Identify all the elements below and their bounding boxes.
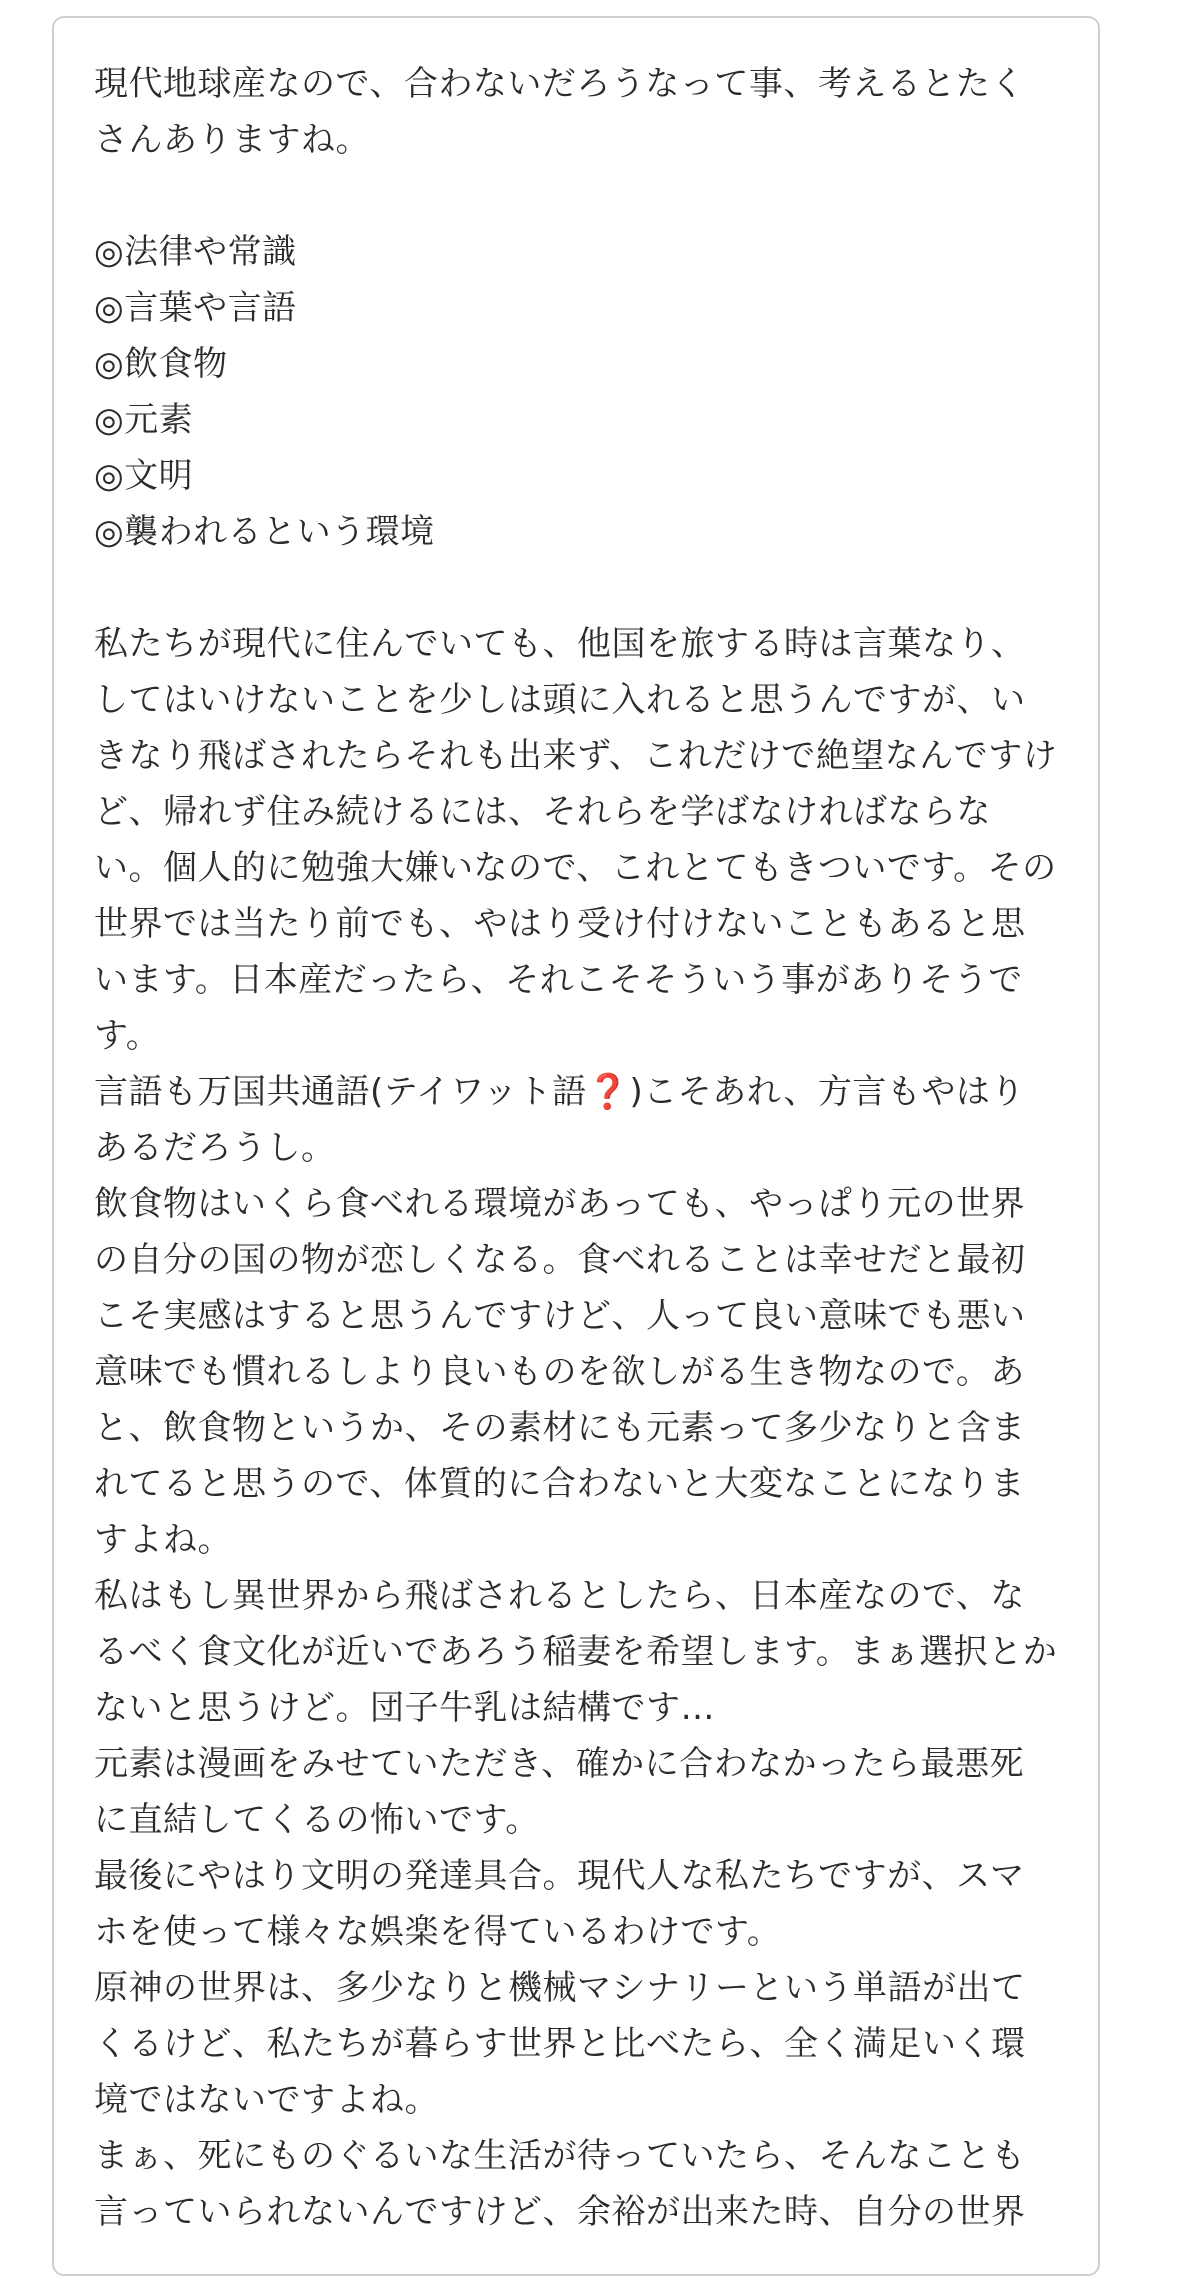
text-segment: 言語も万国共通語(テイワット語 (94, 1072, 587, 1112)
spacer (94, 560, 1058, 616)
list-item: ◎襲われるという環境 (94, 512, 435, 552)
list-item: ◎法律や常識 (94, 232, 297, 272)
list-item: ◎元素 (94, 400, 194, 440)
list-item: ◎飲食物 (94, 344, 228, 384)
body-paragraph: まぁ、死にものぐるいな生活が待っていたら、そんなことも言っていられないんですけど、余裕が出来た時、自分の世界 (94, 2136, 1026, 2232)
spacer (94, 168, 1058, 224)
body-paragraph: 飲食物はいくら食べれる環境があっても、やっぱり元の世界の自分の国の物が恋しくなる。食べれることは幸せだと最初こそ実感はすると思うんですけど、人って良い意味でも悪い意味でも慣れるしより良いものを欲しがる生き物なので。あと、飲食物というか、その素材にも元素って多少なりと含まれてると思うので、体質的に合わないと大変なことになりますよね。 (94, 1184, 1026, 1560)
issue-list (94, 224, 1058, 560)
body-paragraph: 元素は漫画をみせていただき、確かに合わなかったら最悪死に直結してくるの怖いです。 (94, 1744, 1025, 1840)
body-paragraph-language (94, 1064, 1058, 1176)
list-item: ◎文明 (94, 456, 194, 496)
body-paragraph: 私はもし異世界から飛ばされるとしたら、日本産なので、なるべく食文化が近いであろう稲妻を希望します。まぁ選択とかないと思うけど。団子牛乳は結構です… (94, 1576, 1058, 1728)
list-item: ◎言葉や言語 (94, 288, 297, 328)
post-card (52, 16, 1100, 2276)
intro-paragraph: 現代地球産なので、合わないだろうなって事、考えるとたくさんありますね。 (94, 64, 1025, 160)
body-paragraph: 最後にやはり文明の発達具合。現代人な私たちですが、スマホを使って様々な娯楽を得ているわけです。 (94, 1856, 1025, 1952)
body-paragraph: 私たちが現代に住んでいても、他国を旅する時は言葉なり、してはいけないことを少しは頭に入れると思うんですが、いきなり飛ばされたらそれも出来ず、これだけで絶望なんですけど、帰れず住み続けるには、それらを学ばなければならない。個人的に勉強大嫌いなので、これとてもきついです。その世界では当たり前でも、やはり受け付けないこともあると思います。日本産だったら、それこそそういう事がありそうです。 (94, 624, 1058, 1056)
question-mark-icon: ❓ (586, 1072, 630, 1112)
text-segment: )こそあれ、方言もやはりあるだろうし。 (94, 1072, 1025, 1168)
body-paragraph: 原神の世界は、多少なりと機械マシナリーという単語が出てくるけど、私たちが暮らす世界と比べたら、全く満足いく環境ではないですよね。 (94, 1968, 1026, 2120)
